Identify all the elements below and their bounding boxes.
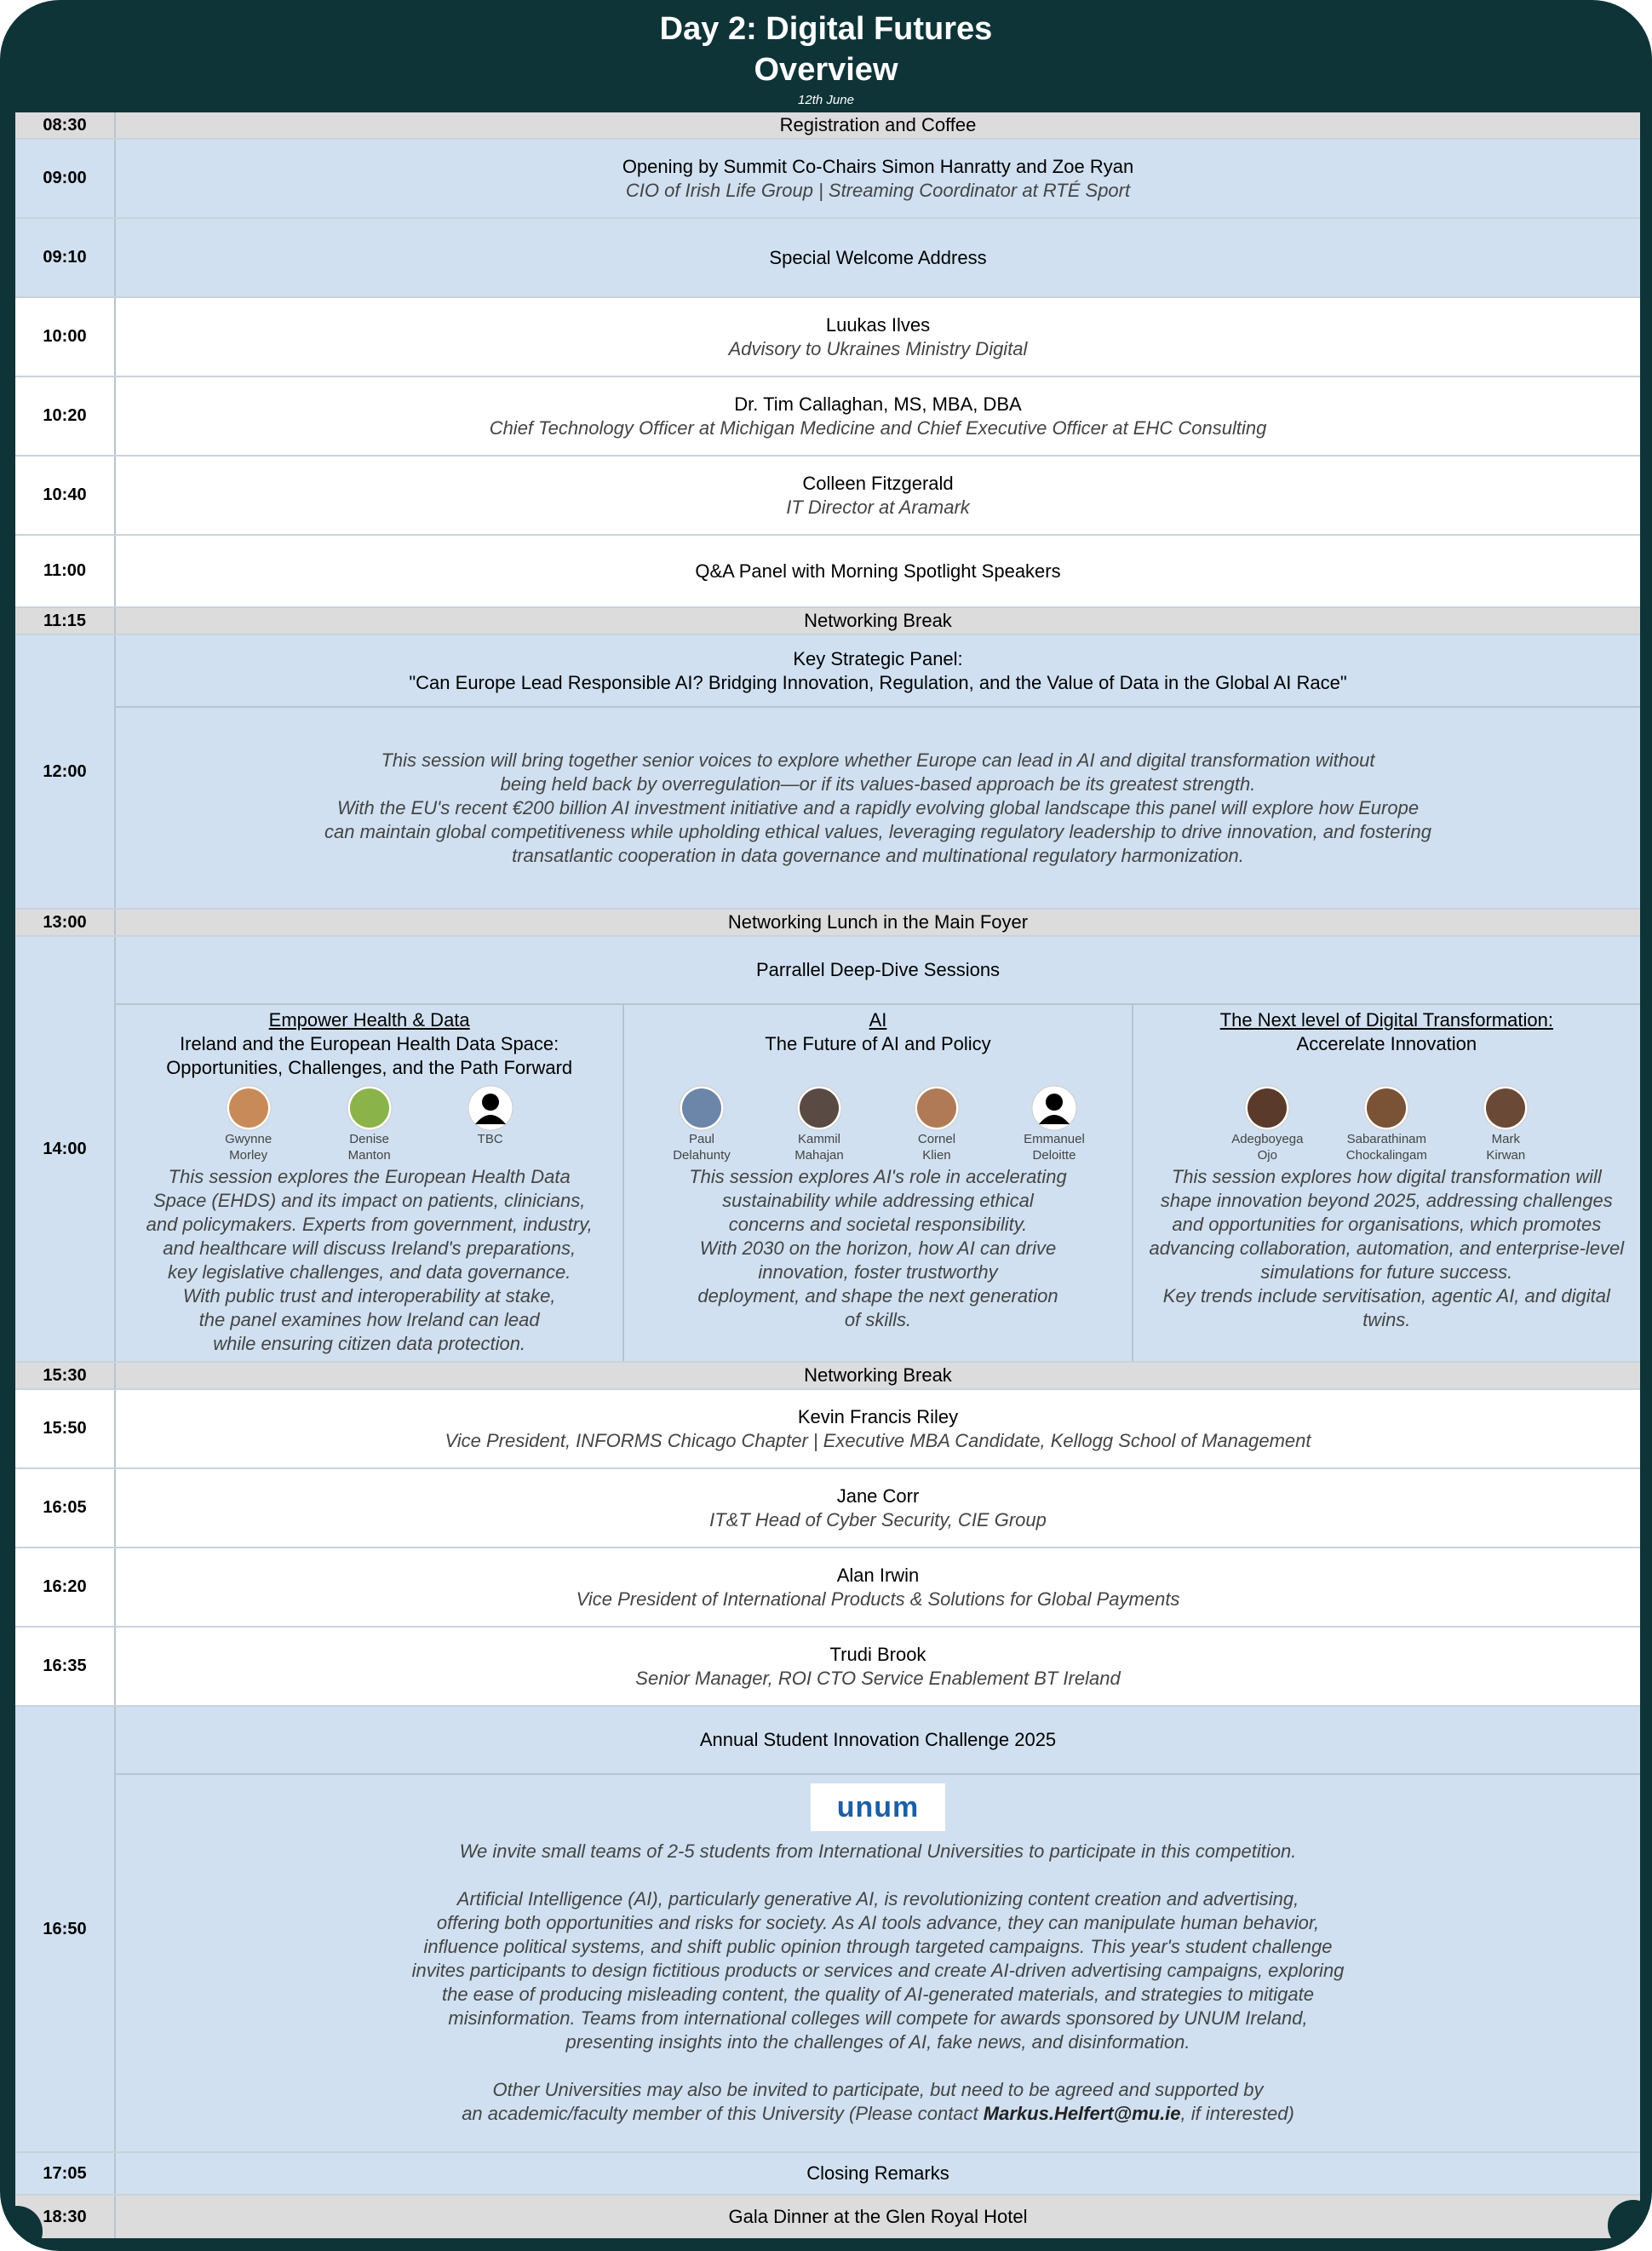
session-cell bbox=[116, 1390, 1640, 1467]
desc-line: can maintain global competitiveness while upholding ethical values, leveraging regulatory leadership to drive innovation, and fostering bbox=[324, 820, 1431, 842]
schedule-row bbox=[15, 377, 1640, 457]
avatar-placeholder-icon bbox=[1031, 1085, 1077, 1131]
logo-text: unum bbox=[836, 1790, 920, 1823]
track-digital-transformation bbox=[1133, 1005, 1640, 1361]
time-cell: 12:00 bbox=[15, 635, 116, 908]
contact-suffix: , if interested) bbox=[1180, 2103, 1294, 2124]
panel-title: "Can Europe Lead Responsible AI? Bridging Innovation, Regulation, and the Value of Data in the Global AI Race" bbox=[409, 671, 1347, 693]
challenge-heading bbox=[116, 1707, 1640, 1775]
time-cell: 11:15 bbox=[15, 608, 116, 634]
session-title: Networking Break bbox=[804, 610, 952, 631]
session-cell bbox=[116, 1363, 1640, 1388]
time-cell: 18:30 bbox=[15, 2196, 116, 2238]
track-description bbox=[1133, 1165, 1640, 1332]
speaker-last-name: Ojo bbox=[1257, 1148, 1277, 1163]
speaker bbox=[198, 1085, 299, 1163]
desc-line: Artificial Intelligence (AI), particularly generative AI, is revolutionizing content creation and advertising, bbox=[456, 1888, 1299, 1909]
desc-line: With 2030 on the horizon, how AI can drive bbox=[699, 1237, 1057, 1259]
event-date: 12th June bbox=[798, 93, 854, 107]
time-cell: 09:00 bbox=[15, 140, 116, 217]
track-subtitle: The Future of AI and Policy bbox=[765, 1033, 991, 1054]
speaker-name: Jane Corr bbox=[836, 1484, 920, 1507]
desc-line: transatlantic cooperation in data governance and multinational regulatory harmonization. bbox=[512, 844, 1244, 866]
desc-line: This session explores how digital transformation will bbox=[1171, 1166, 1602, 1187]
parallel-heading bbox=[116, 937, 1640, 1003]
speaker-role: IT Director at Aramark bbox=[786, 496, 970, 518]
time-cell: 16:20 bbox=[15, 1548, 116, 1626]
avatar bbox=[226, 1085, 272, 1131]
speaker bbox=[651, 1085, 752, 1163]
session-title: Networking Lunch in the Main Foyer bbox=[727, 911, 1029, 933]
desc-line: and healthcare will discuss Ireland's preparations, bbox=[163, 1237, 576, 1259]
time-cell: 11:00 bbox=[15, 536, 116, 606]
time-cell: 09:10 bbox=[15, 219, 116, 296]
speaker-last-name: Kirwan bbox=[1486, 1148, 1526, 1163]
session-cell bbox=[116, 536, 1640, 606]
time-cell: 14:00 bbox=[15, 937, 116, 1361]
unum-logo bbox=[811, 1783, 945, 1831]
desc-line: This session will bring together senior voices to explore whether Europe can lead in AI and digital transformation without bbox=[381, 749, 1375, 771]
avatar bbox=[796, 1085, 842, 1131]
session-cell bbox=[116, 457, 1640, 534]
schedule-row bbox=[15, 219, 1640, 298]
schedule-row bbox=[15, 1628, 1640, 1707]
speaker-role: Chief Technology Officer at Michigan Medicine and Chief Executive Officer at EHC Consulting bbox=[489, 416, 1267, 439]
schedule-row bbox=[15, 608, 1640, 635]
speaker-last-name: Klien bbox=[922, 1148, 951, 1163]
speaker-role: Vice President of International Products & Solutions for Global Payments bbox=[576, 1588, 1180, 1610]
speaker bbox=[1217, 1085, 1317, 1163]
session-cell bbox=[116, 298, 1640, 376]
avatar bbox=[1483, 1085, 1529, 1131]
desc-line: concerns and societal responsibility. bbox=[728, 1214, 1028, 1235]
speaker-name: Alan Irwin bbox=[836, 1564, 920, 1586]
session-cell bbox=[116, 1469, 1640, 1547]
avatar bbox=[679, 1085, 725, 1131]
schedule-row bbox=[15, 536, 1640, 608]
speaker-last-name: Morley bbox=[229, 1148, 268, 1163]
speaker-list bbox=[624, 1085, 1131, 1163]
schedule-row bbox=[15, 457, 1640, 536]
session-cell bbox=[116, 2153, 1640, 2194]
session-cell bbox=[116, 219, 1640, 296]
session-cell bbox=[116, 2196, 1640, 2238]
track-health bbox=[116, 1005, 624, 1361]
schedule-row bbox=[15, 1390, 1640, 1469]
desc-line: With the EU's recent €200 billion AI investment initiative and a rapidly evolving global landscape this panel will explore how Europe bbox=[336, 796, 1420, 818]
desc-line: Key trends include servitisation, agentic AI, and digital bbox=[1162, 1285, 1610, 1306]
session-cell bbox=[116, 1628, 1640, 1705]
speaker-first-name: TBC bbox=[477, 1132, 503, 1146]
session-cell bbox=[116, 1548, 1640, 1626]
speaker-role: IT&T Head of Cyber Security, CIE Group bbox=[709, 1508, 1047, 1530]
time-cell: 13:00 bbox=[15, 910, 116, 935]
desc-line: innovation, foster trustworthy bbox=[758, 1261, 998, 1283]
time-cell: 10:00 bbox=[15, 298, 116, 376]
schedule-row bbox=[15, 1363, 1640, 1390]
speaker-last-name: Manton bbox=[347, 1148, 391, 1163]
desc-line: misinformation. Teams from international colleges will compete for awards sponsored by UNUM Ireland, bbox=[448, 2007, 1308, 2029]
schedule-row bbox=[15, 1469, 1640, 1548]
contact-line bbox=[462, 2102, 1294, 2126]
challenge-body bbox=[116, 1775, 1640, 2151]
session-cell bbox=[116, 140, 1640, 217]
parallel-tracks bbox=[116, 1003, 1640, 1361]
time-cell: 16:35 bbox=[15, 1628, 116, 1705]
track-title[interactable]: The Next level of Digital Transformation: bbox=[1219, 1009, 1553, 1031]
panel-description bbox=[116, 708, 1640, 908]
schedule-table bbox=[15, 112, 1640, 2244]
panel-label: Key Strategic Panel: bbox=[793, 647, 963, 669]
session-title: Registration and Coffee bbox=[779, 114, 977, 135]
speaker bbox=[440, 1085, 541, 1163]
track-description bbox=[116, 1165, 622, 1356]
desc-line: advancing collaboration, automation, and enterprise-level bbox=[1149, 1237, 1625, 1259]
desc-line: and opportunities for organisations, which promotes bbox=[1172, 1214, 1602, 1235]
desc-line: With public trust and interoperability at stake, bbox=[182, 1285, 556, 1306]
track-subtitle: Opportunities, Challenges, and the Path Forward bbox=[166, 1057, 573, 1078]
session-cell bbox=[116, 377, 1640, 455]
schedule-row bbox=[15, 2196, 1640, 2238]
contact-prefix: an academic/faculty member of this University (Please contact bbox=[462, 2103, 984, 2124]
session-title: Networking Break bbox=[804, 1364, 952, 1386]
speaker-first-name: Gwynne bbox=[225, 1132, 272, 1146]
schedule-row bbox=[15, 1707, 1640, 2153]
desc-line: twins. bbox=[1362, 1309, 1411, 1330]
speaker-list bbox=[1133, 1085, 1640, 1163]
desc-line: deployment, and shape the next generation bbox=[697, 1285, 1058, 1306]
time-cell: 16:05 bbox=[15, 1469, 116, 1547]
speaker-first-name: Emmanuel bbox=[1024, 1132, 1085, 1146]
track-subtitle: Ireland and the European Health Data Space: bbox=[180, 1033, 559, 1054]
desc-line: the panel examines how Ireland can lead bbox=[198, 1309, 540, 1330]
session-title: Q&A Panel with Morning Spotlight Speakers bbox=[695, 560, 1061, 582]
page-header bbox=[0, 0, 1652, 111]
speaker bbox=[1336, 1085, 1437, 1163]
page-title: Day 2: Digital Futures bbox=[659, 11, 993, 47]
session-cell bbox=[116, 112, 1640, 138]
panel-heading bbox=[116, 635, 1640, 708]
speaker-name: Luukas Ilves bbox=[825, 313, 931, 336]
speaker-name: Colleen Fitzgerald bbox=[802, 472, 954, 494]
track-subtitle: Accerelate Innovation bbox=[1296, 1033, 1477, 1054]
avatar bbox=[1363, 1085, 1409, 1131]
speaker-role: Senior Manager, ROI CTO Service Enablement BT Ireland bbox=[635, 1667, 1121, 1689]
speaker-first-name: Kammil bbox=[797, 1132, 840, 1146]
speaker bbox=[886, 1085, 987, 1163]
speaker-name: Dr. Tim Callaghan, MS, MBA, DBA bbox=[734, 393, 1022, 415]
time-cell: 17:05 bbox=[15, 2153, 116, 2194]
speaker-last-name: Deloitte bbox=[1032, 1148, 1076, 1163]
desc-line: being held back by overregulation—or if its values-based approach be its greatest strength. bbox=[500, 772, 1256, 795]
schedule-row bbox=[15, 298, 1640, 377]
speaker-last-name: Mahajan bbox=[794, 1148, 844, 1163]
schedule-row bbox=[15, 937, 1640, 1363]
track-title[interactable]: Empower Health & Data bbox=[268, 1009, 470, 1031]
desc-line: of skills. bbox=[844, 1309, 912, 1330]
contact-email-link[interactable]: Markus.Helfert@mu.ie bbox=[983, 2103, 1181, 2124]
other-universities-note: Other Universities may also be invited to participate, but need to be agreed and supported by bbox=[492, 2079, 1264, 2100]
desc-line: presenting insights into the challenges of AI, fake news, and disinformation. bbox=[565, 2031, 1190, 2053]
speaker-role: CIO of Irish Life Group | Streaming Coordinator at RTÉ Sport bbox=[625, 179, 1131, 201]
speaker-first-name: Sabarathinam bbox=[1346, 1132, 1427, 1146]
time-cell: 16:50 bbox=[15, 1707, 116, 2151]
desc-line: This session explores the European Health Data bbox=[168, 1166, 571, 1187]
session-title: Special Welcome Address bbox=[769, 246, 987, 268]
avatar bbox=[914, 1085, 960, 1131]
schedule-row bbox=[15, 112, 1640, 140]
desc-line: and policymakers. Experts from government, industry, bbox=[146, 1214, 593, 1235]
time-cell: 10:40 bbox=[15, 457, 116, 534]
schedule-row bbox=[15, 1548, 1640, 1628]
speaker-first-name: Mark bbox=[1491, 1132, 1520, 1146]
speaker-first-name: Cornel bbox=[917, 1132, 956, 1146]
desc-line: while ensuring citizen data protection. bbox=[213, 1333, 526, 1354]
desc-line: key legislative challenges, and data governance. bbox=[168, 1261, 571, 1283]
challenge-title: Annual Student Innovation Challenge 2025 bbox=[699, 1729, 1057, 1750]
speaker-last-name: Chockalingam bbox=[1345, 1148, 1427, 1163]
desc-line: simulations for future success. bbox=[1260, 1261, 1513, 1283]
avatar bbox=[347, 1085, 393, 1131]
track-title[interactable]: AI bbox=[869, 1009, 887, 1031]
track-ai bbox=[624, 1005, 1133, 1361]
schedule-row bbox=[15, 140, 1640, 219]
avatar bbox=[1244, 1085, 1290, 1131]
speaker-name: Opening by Summit Co-Chairs Simon Hanratty and Zoe Ryan bbox=[622, 155, 1134, 177]
speaker bbox=[1455, 1085, 1556, 1163]
time-cell: 10:20 bbox=[15, 377, 116, 455]
desc-line: invites participants to design fictitious products or services and create AI-driven advertising campaigns, exploring bbox=[411, 1960, 1345, 1981]
schedule-row bbox=[15, 2153, 1640, 2196]
schedule-row bbox=[15, 635, 1640, 910]
speaker-name: Trudi Brook bbox=[829, 1643, 926, 1665]
desc-line: offering both opportunities and risks for society. As AI tools advance, they can manipulate human behavior, bbox=[436, 1912, 1320, 1933]
session-cell bbox=[116, 608, 1640, 634]
time-cell: 08:30 bbox=[15, 112, 116, 138]
time-cell: 15:50 bbox=[15, 1390, 116, 1467]
speaker-name: Kevin Francis Riley bbox=[797, 1405, 959, 1427]
desc-line: sustainability while addressing ethical bbox=[722, 1190, 1034, 1211]
speaker-first-name: Paul bbox=[688, 1132, 714, 1146]
speaker-role: Vice President, INFORMS Chicago Chapter | Executive MBA Candidate, Kellogg School of Management bbox=[445, 1429, 1311, 1451]
speaker bbox=[769, 1085, 869, 1163]
challenge-invite: We invite small teams of 2-5 students from International Universities to participate in this competition. bbox=[459, 1840, 1297, 1862]
desc-line: the ease of producing misleading content, the quality of AI-generated materials, and strategies to mitigate bbox=[441, 1984, 1314, 2005]
speaker-first-name: Denise bbox=[349, 1132, 389, 1146]
corner-decoration bbox=[1608, 2200, 1652, 2251]
desc-line: shape innovation beyond 2025, addressing challenges bbox=[1160, 1190, 1613, 1211]
parallel-title: Parrallel Deep-Dive Sessions bbox=[755, 959, 1001, 980]
session-cell bbox=[116, 910, 1640, 935]
desc-line: Space (EHDS) and its impact on patients, clinicians, bbox=[152, 1190, 586, 1211]
time-cell: 15:30 bbox=[15, 1363, 116, 1388]
desc-line: This session explores AI's role in accelerating bbox=[689, 1166, 1067, 1187]
speaker-list bbox=[116, 1085, 622, 1163]
speaker bbox=[319, 1085, 420, 1163]
speaker-role: Advisory to Ukraines Ministry Digital bbox=[728, 337, 1028, 359]
page-subtitle: Overview bbox=[754, 52, 898, 88]
desc-line: influence political systems, and shift public opinion through targeted campaigns. This year's student challenge bbox=[423, 1936, 1333, 1957]
speaker-last-name: Delahunty bbox=[673, 1148, 731, 1163]
session-title: Closing Remarks bbox=[806, 2162, 949, 2184]
schedule-row bbox=[15, 910, 1640, 937]
track-description bbox=[624, 1165, 1131, 1332]
speaker bbox=[1004, 1085, 1104, 1163]
session-title: Gala Dinner at the Glen Royal Hotel bbox=[728, 2206, 1028, 2227]
avatar-placeholder-icon bbox=[467, 1085, 513, 1131]
speaker-first-name: Adegboyega bbox=[1231, 1132, 1304, 1146]
